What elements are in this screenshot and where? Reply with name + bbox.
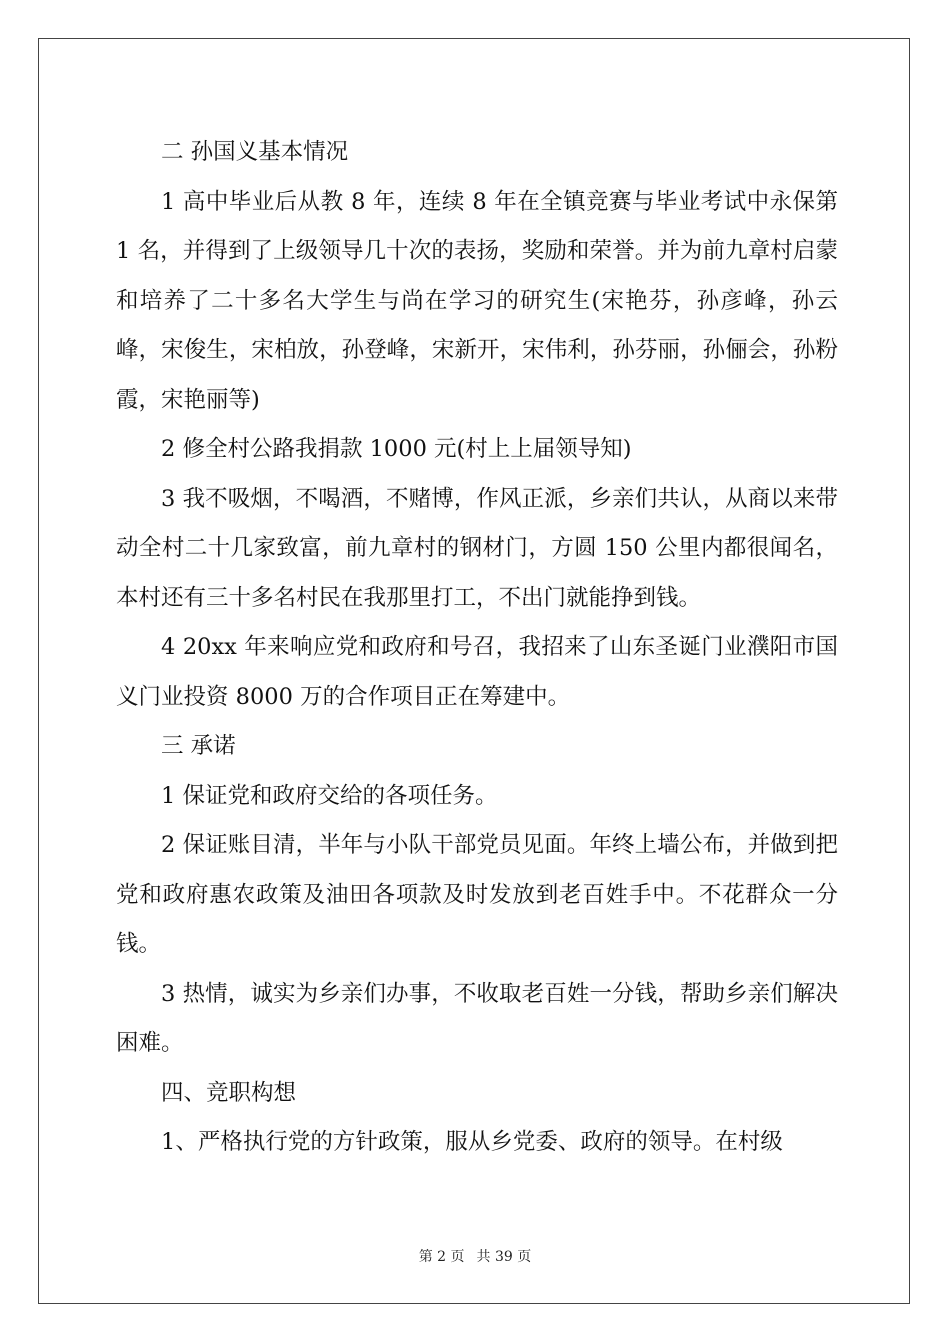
paragraph: 1、严格执行党的方针政策，服从乡党委、政府的领导。在村级 [161,1129,783,1155]
paragraph: 3 热情，诚实为乡亲们办事，不收取老百姓一分钱，帮助乡亲们解决困难。 [116,980,838,1056]
page-number: 第 2 页 [418,1249,465,1265]
paragraph: 4 20xx 年来响应党和政府和号召，我招来了山东圣诞门业濮阳市国义门业投资 8000 万的合作项目正在筹建中。 [116,634,838,710]
section-heading-commitment: 三 承诺 [161,733,236,759]
page-footer [0,1246,950,1266]
paragraph: 2 修全村公路我捐款 1000 元(村上上届领导知) [161,436,632,462]
section-heading-basic-info: 二 孙国义基本情况 [161,139,349,165]
paragraph: 1 高中毕业后从教 8 年，连续 8 年在全镇竞赛与毕业考试中永保第 1 名，并得到了上级领导几十次的表扬，奖励和荣誉。并为前九章村启蒙和培养了二十多名大学生与尚在学习的研究生(宋艳芬，孙彦峰，孙云峰，宋俊生，宋柏放，孙登峰，宋新开，宋伟利，孙芬丽，孙俪会，孙粉霞，宋艳丽等) [116,188,838,413]
paragraph: 1 保证党和政府交给的各项任务。 [161,782,498,809]
paragraph: 3 我不吸烟，不喝酒，不赌博，作风正派，乡亲们共认，从商以来带动全村二十几家致富，前九章村的钢材门，方圆 150 公里内都很闻名，本村还有三十多名村民在我那里打工，不出门就能挣到钱。 [116,485,838,611]
document-body [116,128,838,1168]
total-pages: 共 39 页 [476,1249,532,1265]
section-heading-plan: 四、竞职构想 [161,1079,297,1106]
paragraph: 2 保证账目清，半年与小队干部党员见面。年终上墙公布，并做到把党和政府惠农政策及油田各项款及时发放到老百姓手中。不花群众一分钱。 [116,832,838,957]
